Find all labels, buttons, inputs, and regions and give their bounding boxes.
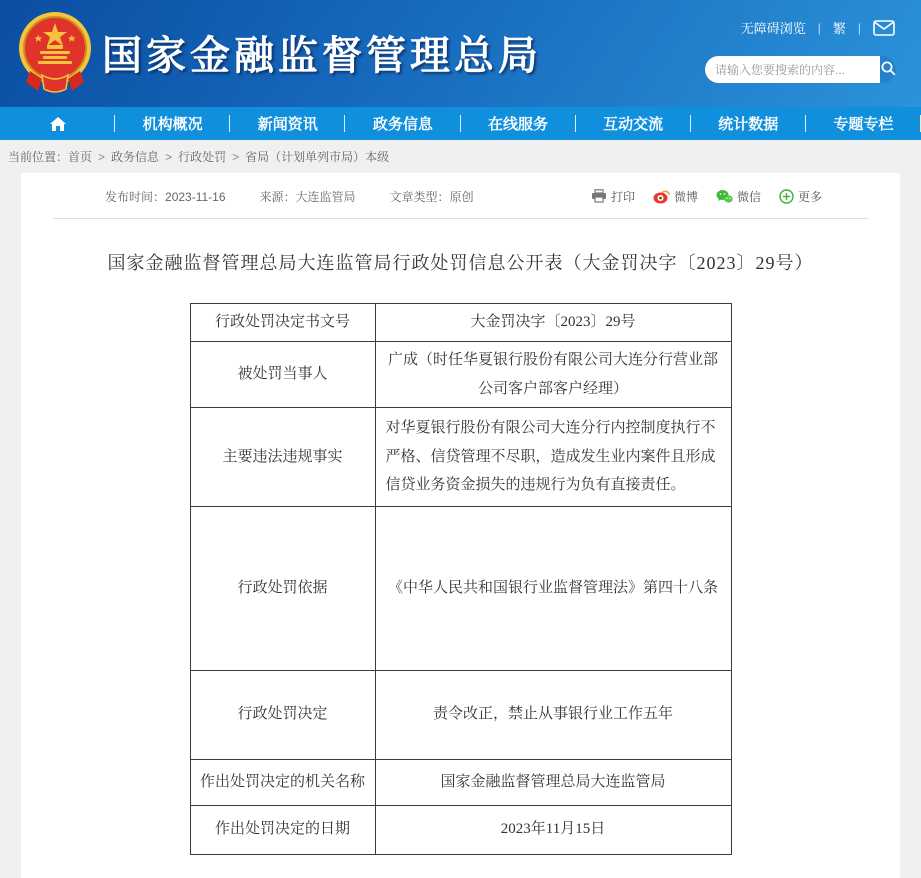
mail-icon[interactable]: [873, 20, 895, 36]
search-bar: [705, 56, 895, 83]
breadcrumb-label: 当前位置：: [8, 150, 69, 164]
row-value: 责令改正，禁止从事银行业工作五年: [375, 670, 731, 759]
page-title: 国家金融监督管理总局大连监管局行政处罚信息公开表（大金罚决字〔2023〕29号）: [107, 253, 814, 273]
table-row: [190, 408, 731, 507]
breadcrumb-separator: >: [98, 150, 106, 164]
breadcrumb-item-3[interactable]: 省局（计划单列市局）本级: [245, 150, 390, 164]
row-value: 大金罚决字〔2023〕29号: [375, 304, 731, 342]
breadcrumb-separator: >: [232, 150, 240, 164]
share-actions: [591, 188, 822, 205]
article-source: 来源：大连监管局: [259, 189, 356, 204]
national-emblem-logo: [16, 9, 94, 97]
table-row: [190, 304, 731, 342]
row-label: 主要违法违规事实: [190, 408, 375, 507]
row-label: 行政处罚决定: [190, 670, 375, 759]
search-icon: [880, 60, 896, 79]
table-row: [190, 342, 731, 408]
nav-item-3[interactable]: 在线服务: [461, 107, 576, 140]
row-label: 作出处罚决定的日期: [190, 805, 375, 854]
row-value: 国家金融监督管理总局大连监管局: [375, 759, 731, 805]
search-button[interactable]: [880, 56, 896, 83]
divider: |: [857, 20, 861, 35]
top-utility-links: [741, 18, 895, 37]
search-input[interactable]: [705, 56, 880, 83]
breadcrumb-item-2[interactable]: 行政处罚: [178, 150, 227, 164]
publish-time: 发布时间：2023-11-16: [105, 189, 226, 204]
breadcrumb-item-0[interactable]: 首页: [68, 150, 93, 164]
home-icon: [49, 116, 67, 132]
breadcrumb-separator: >: [165, 150, 173, 164]
row-value: 《中华人民共和国银行业监督管理法》第四十八条: [375, 506, 731, 670]
row-label: 作出处罚决定的机关名称: [190, 759, 375, 805]
more-share-button[interactable]: 更多: [779, 188, 822, 205]
table-row: [190, 759, 731, 805]
article-meta-row: [21, 174, 900, 218]
nav-item-5[interactable]: 统计数据: [691, 107, 806, 140]
breadcrumb: [0, 140, 921, 173]
wechat-icon: [716, 189, 733, 204]
row-value: 广成（时任华夏银行股份有限公司大连分行营业部公司客户部客户经理）: [375, 342, 731, 408]
main-nav: [0, 107, 921, 140]
accessibility-link[interactable]: 无障碍浏览: [740, 21, 806, 36]
weibo-share-button[interactable]: 微博: [653, 188, 698, 205]
nav-item-home[interactable]: [0, 107, 115, 140]
table-row: [190, 506, 731, 670]
table-row: [190, 805, 731, 854]
wechat-share-button[interactable]: 微信: [716, 188, 761, 205]
divider: [53, 218, 868, 219]
row-label: 被处罚当事人: [190, 342, 375, 408]
row-label: 行政处罚依据: [190, 506, 375, 670]
nav-item-0[interactable]: 机构概况: [115, 107, 230, 140]
nav-item-6[interactable]: 专题专栏: [806, 107, 921, 140]
penalty-info-table: [190, 303, 732, 855]
nav-item-2[interactable]: 政务信息: [345, 107, 460, 140]
row-value: 2023年11月15日: [375, 805, 731, 854]
traditional-chinese-link[interactable]: 繁: [832, 21, 846, 36]
article-type: 文章类型：原创: [389, 189, 474, 204]
nav-item-1[interactable]: 新闻资讯: [230, 107, 345, 140]
article-meta: [105, 188, 474, 205]
site-header: [0, 0, 921, 107]
content-panel: [21, 173, 900, 878]
nav-item-4[interactable]: 互动交流: [576, 107, 691, 140]
plus-circle-icon: [779, 189, 794, 204]
breadcrumb-item-1[interactable]: 政务信息: [111, 150, 160, 164]
weibo-icon: [653, 189, 670, 204]
printer-icon: [591, 189, 607, 203]
site-title: 国家金融监督管理总局: [102, 34, 542, 78]
divider: |: [817, 20, 821, 35]
table-row: [190, 670, 731, 759]
row-value: 对华夏银行股份有限公司大连分行内控制度执行不严格、信贷管理不尽职，造成发生业内案件且形成信贷业务资金损失的违规行为负有直接责任。: [375, 408, 731, 507]
row-label: 行政处罚决定书文号: [190, 304, 375, 342]
print-button[interactable]: 打印: [591, 188, 635, 205]
